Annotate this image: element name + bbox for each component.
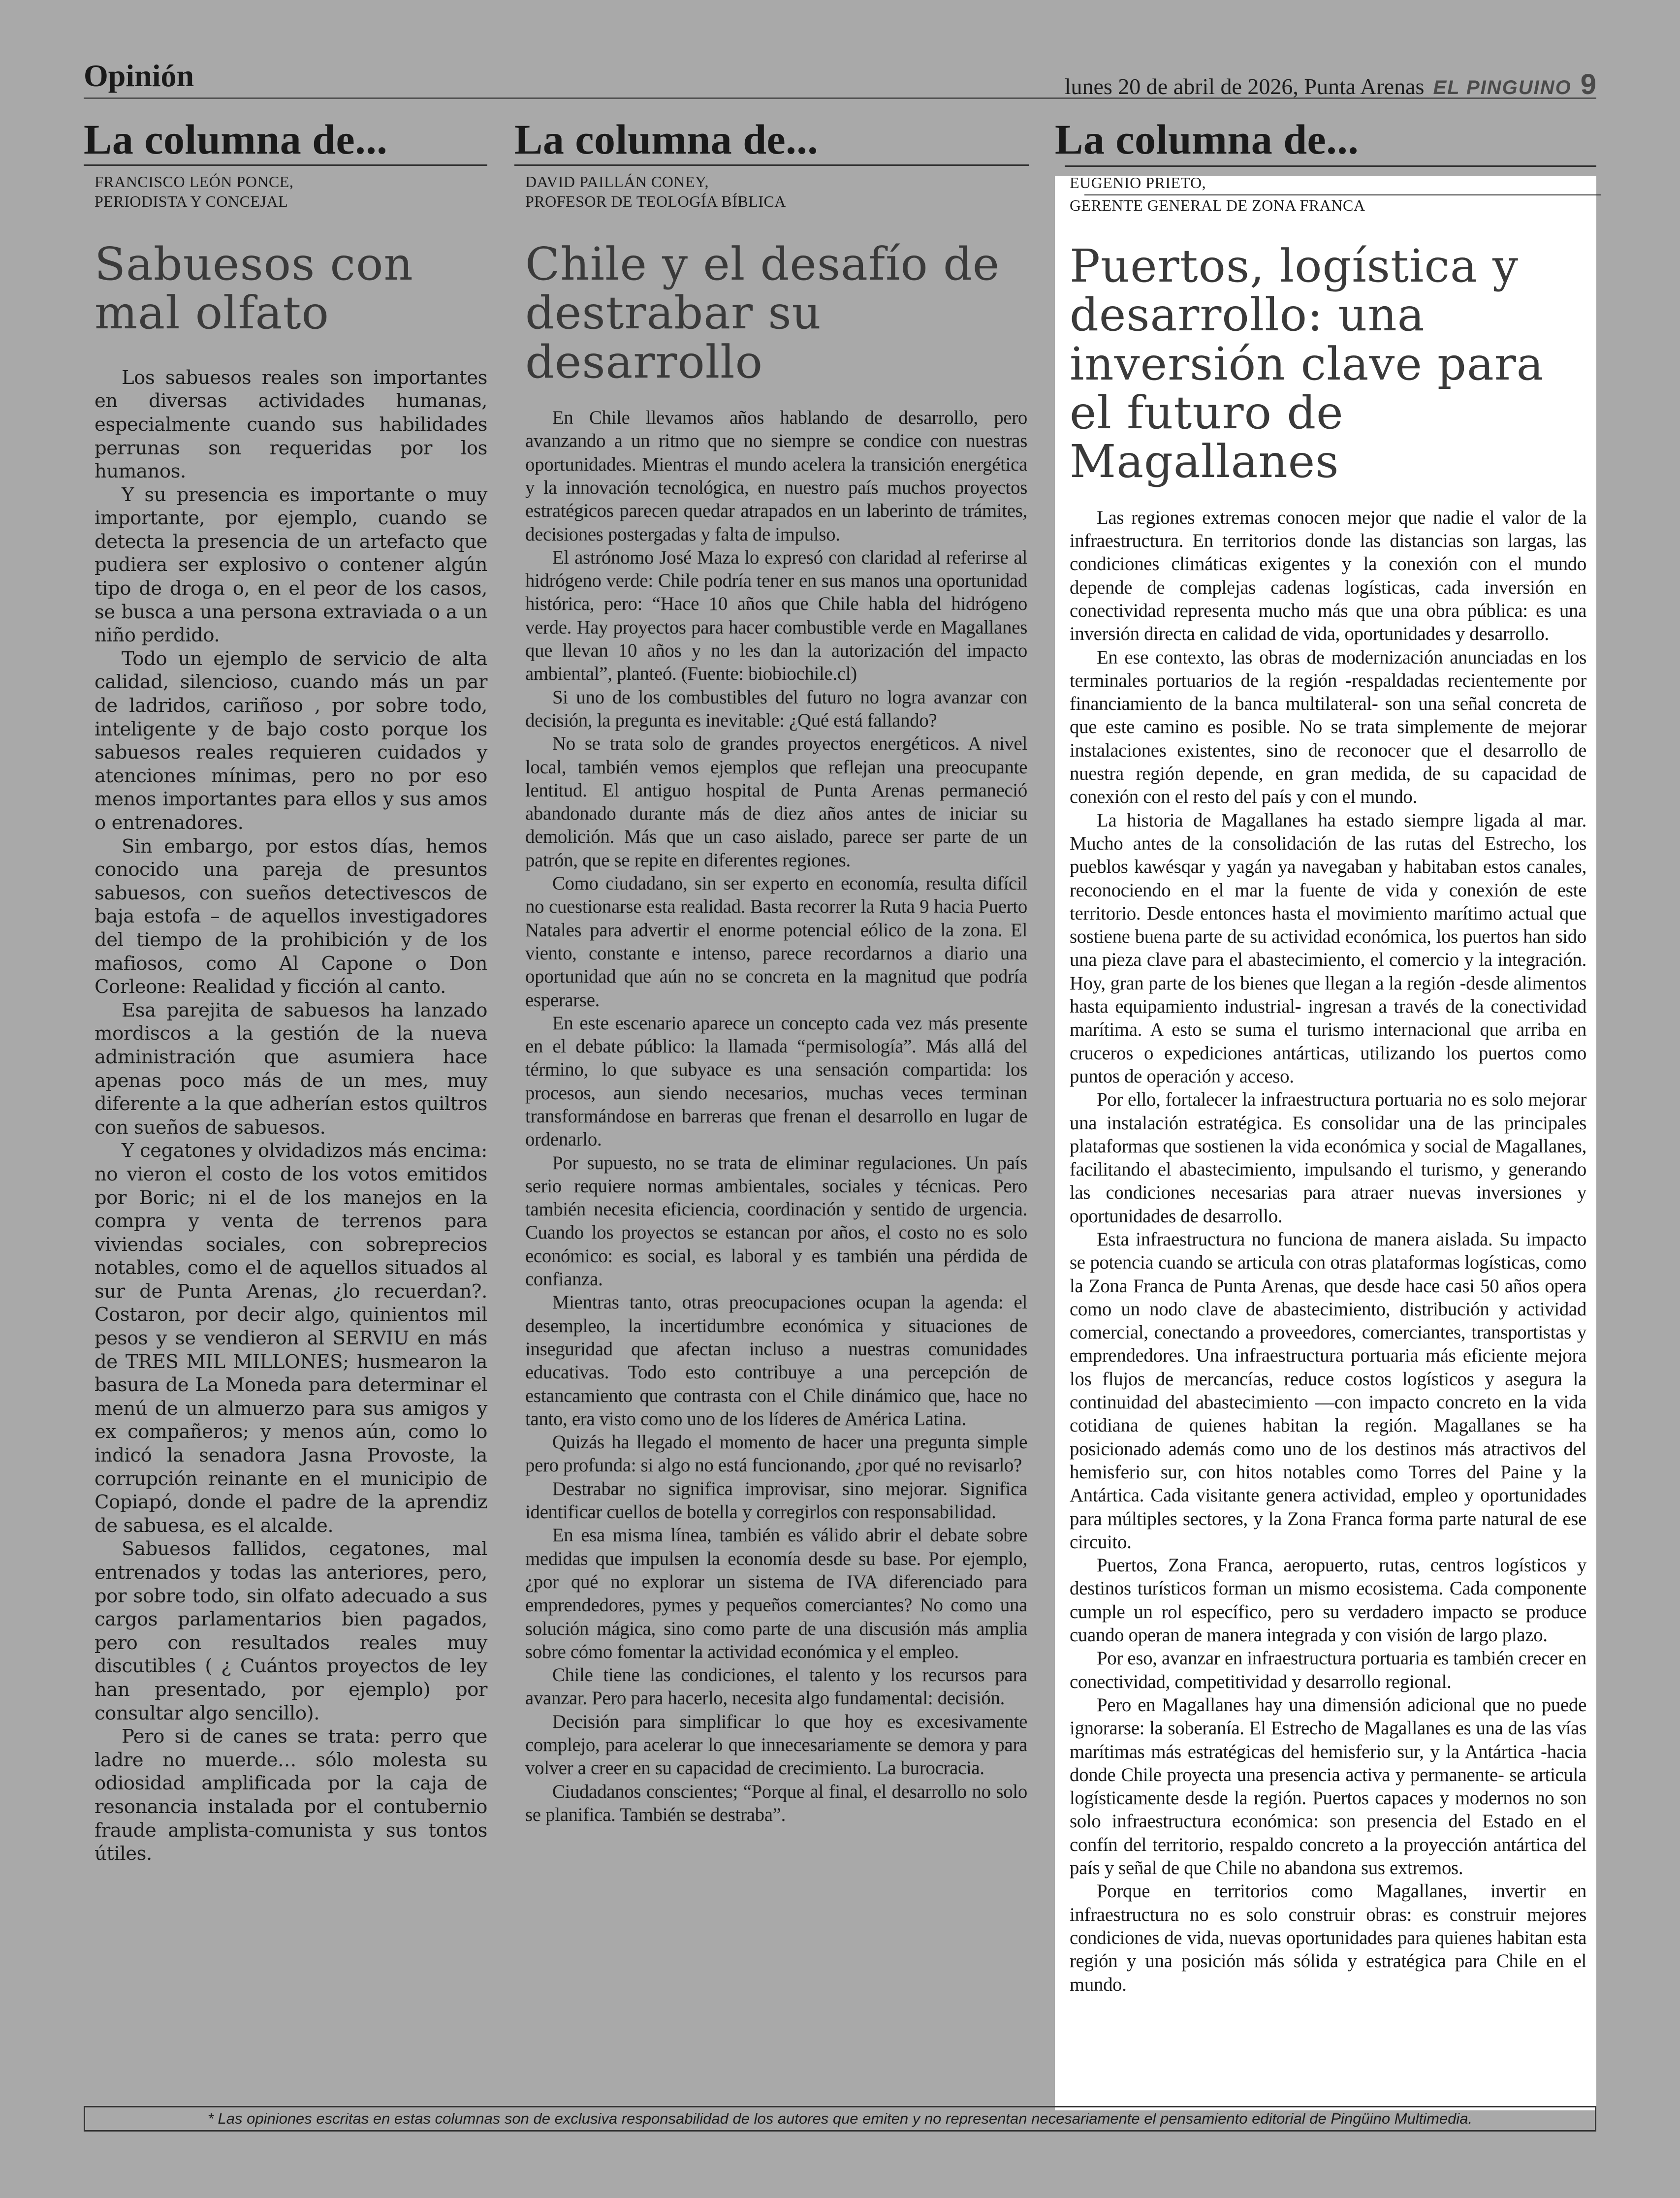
article-paragraph: Esta infraestructura no funciona de manera aislada. Su impacto se potencia cuando se articula con otras plataformas logísticas, como la Zona Franca de Punta Arenas, que desde hace casi 50 años opera como un nodo clave de abastecimiento, distribución y actividad comercial, conectando a proveedores, comerciantes, transportistas y emprendedores. Una infraestructura portuaria más eficiente mejora los flujos de mercancías, reduce costos logísticos y asegura la continuidad del abastecimiento —con impacto concreto en la vida cotidiana de quienes habitan la región. Magallanes se ha posicionado además como uno de los destinos más atractivos del hemisferio sur, con hitos notables como Torres del Paine y la Antártica. Cada visitante genera actividad, empleo y oportunidades para múltiples sectores, y la Zona Franca forma parte natural de ese circuito. [1070, 1229, 1586, 1553]
article-paragraph: Todo un ejemplo de servicio de alta calidad, silencioso, cuando más un par de ladridos, cariñoso , por sobre todo, inteligente y de bajo costo porque los sabuesos reales requieren cuidados y atenciones mínimas, pero no por eso menos importantes para ellos y sus amos o entrenadores. [95, 647, 487, 834]
article-paragraph: En Chile llevamos años hablando de desarrollo, pero avanzando a un ritmo que no siempre se condice con nuestras oportunidades. Mientras el mundo acelera la transición energética y la innovación tecnológica, en nuestro país muchos proyectos estratégicos parecen quedar atrapados en un laberinto de trámites, decisiones postergadas y falta de impulso. [525, 407, 1027, 545]
author-role: PROFESOR DE TEOLOGÍA BÍBLICA [525, 192, 786, 210]
article-paragraph: Si uno de los combustibles del futuro no logra avanzar con decisión, la pregunta es inevitable: ¿Qué está fallando? [525, 686, 1027, 731]
column-kicker: La columna de... [514, 118, 1029, 166]
article-headline: Chile y el desafío de destrabar su desarrollo [525, 238, 1000, 388]
opinion-column-3 [1055, 118, 1596, 1996]
column-kicker: La columna de... [84, 118, 487, 166]
article-paragraph: Decisión para simplificar lo que hoy es excesivamente complejo, para acelerar lo que innecesariamente se demora y para volver a creer en su capacidad de crecimiento. La burocracia. [525, 1711, 1027, 1779]
author-name: FRANCISCO LEÓN PONCE, [95, 173, 294, 191]
article-paragraph: Porque en territorios como Magallanes, invertir en infraestructura no es solo construir obras: es construir mejores condiciones de vida, nuevas oportunidades para quienes habitan esta región y una posición más sólida y estratégica para Chile en el mundo. [1070, 1880, 1586, 1995]
column-kicker: La columna de... [1055, 116, 1359, 163]
article-paragraph: En ese contexto, las obras de modernización anunciadas en los terminales portuarios de la región -respaldadas recientemente por financiamiento de la banca multilateral- son una señal concreta de que este camino es posible. No se trata simplemente de mejorar instalaciones existentes, sino de reconocer que el desarrollo de nuestra región depende, en gran medida, de su capacidad de conexión con el resto del país y con el mundo. [1070, 646, 1586, 808]
article-paragraph: Como ciudadano, sin ser experto en economía, resulta difícil no cuestionarse esta realidad. Basta recorrer la Ruta 9 hacia Puerto Natales para advertir el enorme potencial eólico de la zona. El viento, constante e intenso, parece recordarnos a diario una oportunidad que aún no se concreta en la magnitud que podría esperarse. [525, 873, 1027, 1011]
author-name: EUGENIO PRIETO, [1070, 174, 1206, 191]
article-paragraph: Ciudadanos conscientes; “Porque al final, el desarrollo no solo se planifica. También se destraba”. [525, 1781, 1027, 1825]
article-paragraph: Sin embargo, por estos días, hemos conocido una pareja de presuntos sabuesos, con sueños detectivescos de baja estofa – de aquellos investigadores del tiempo de la prohibición y de los mafiosos, como Al Capone o Don Corleone: Realidad y ficción al canto. [95, 835, 487, 998]
opinion-column-2 [514, 118, 1029, 1826]
article-paragraph: Chile tiene las condiciones, el talento y los recursos para avanzar. Pero para hacerlo, necesita algo fundamental: decisión. [525, 1664, 1027, 1709]
author-byline [514, 172, 1029, 211]
author-role: GERENTE GENERAL DE ZONA FRANCA [1070, 196, 1365, 214]
article-paragraph: Por supuesto, no se trata de eliminar regulaciones. Un país serio requiere normas ambientales, sociales y técnicas. Pero también necesita eficiencia, coordinación y sentido de urgencia. Cuando los proyectos se estancan por años, el costo no es solo económico: es social, es laboral y es también una pérdida de confianza. [525, 1152, 1027, 1290]
editorial-disclaimer: * Las opiniones escritas en estas columnas son de exclusiva responsabilidad de los autores que emiten y no representan necesariamente el pensamiento editorial de Pingüino Multimedia. [84, 2106, 1596, 2132]
article-paragraph: No se trata solo de grandes proyectos energéticos. A nivel local, también vemos ejemplos que reflejan una preocupante lentitud. El antiguo hospital de Punta Arenas permaneció abandonado durante más de diez años antes de iniciar su demolición. Más que un caso aislado, parece ser parte de un patrón, que se repite en diferentes regiones. [525, 733, 1027, 871]
article-paragraph: Los sabuesos reales son importantes en diversas actividades humanas, especialmente cuando sus habilidades perrunas son requeridas por los humanos. [95, 366, 487, 483]
article-paragraph: Y su presencia es importante o muy importante, por ejemplo, cuando se detecta la presencia de un artefacto que pudiera ser explosivo o contener algún tipo de droga o, en el peor de los casos, se busca a una persona extraviada o a un niño perdido. [95, 483, 487, 647]
kicker-divider [1065, 165, 1596, 167]
article-paragraph: Por ello, fortalecer la infraestructura portuaria no es solo mejorar una instalación estratégica. Es consolidar una de las principales plataformas que sostienen la vida económica y social de Magallanes, facilitando el abastecimiento, impulsando el turismo, y generando las condiciones necesarias para atraer nuevas inversiones y oportunidades de desarrollo. [1070, 1089, 1586, 1227]
article-paragraph: Y cegatones y olvidadizos más encima: no vieron el costo de los votos emitidos por Boric; ni el de los manejos en la compra y venta de terrenos para viviendas sociales, con sobreprecios notables, como el de aquellos situados al sur de Punta Arenas, ¿lo recuerdan?. Costaron, por decir algo, quinientos mil pesos y se vendieron al SERVIU en más de TRES MIL MILLONES; husmearon la basura de La Moneda para determinar el menú de un almuerzo para sus amigos y ex compañeros; y menos aún, como lo indicó la senadora Jasna Provoste, la corrupción reinante en el municipio de Copiapó, donde el padre de la aprendiz de sabuesa, es el alcalde. [95, 1140, 487, 1537]
page-number: 9 [1580, 68, 1596, 100]
issue-date: lunes 20 de abril de 2026, Punta Arenas [1064, 74, 1425, 99]
article-headline: Puertos, logística y desarrollo: una inversión clave para el futuro de Magallanes [1070, 240, 1544, 488]
page-header-info [1064, 68, 1596, 100]
article-paragraph: La historia de Magallanes ha estado siempre ligada al mar. Mucho antes de la consolidación de las rutas del Estrecho, los pueblos kawésqar y yagán ya navegaban y habitaban estos canales, reconociendo en el mar la fuente de vida y conexión de este territorio. Desde entonces hasta el movimiento marítimo actual que sostiene buena parte de su actividad económica, los puertos han sido una pieza clave para el abastecimiento, el comercio y la integración. Hoy, gran parte de los bienes que llegan a la región -desde alimentos hasta equipamiento industrial- ingresan a través de la conectividad marítima. A esto se suma el turismo internacional que arriba en cruceros o expediciones antárticas, utilizando los puertos como puntos de operación y acceso. [1070, 809, 1586, 1087]
article-paragraph: Pero si de canes se trata: perro que ladre no muerde… sólo molesta su odiosidad amplificada por la caja de resonancia instalada por el contubernio fraude amplista-comunista y sus tontos útiles. [95, 1725, 487, 1865]
author-byline [84, 172, 487, 211]
article-paragraph: En este escenario aparece un concepto cada vez más presente en el debate público: la llamada “permisología”. Más allá del término, lo que subyace es una sensación compartida: los procesos, aun siendo necesarios, muchas veces terminan transformándose en barreras que frenan el desarrollo en lugar de ordenarlo. [525, 1012, 1027, 1150]
article-paragraph: El astrónomo José Maza lo expresó con claridad al referirse al hidrógeno verde: Chile podría tener en sus manos una oportunidad histórica, pero: “Hace 10 años que Chile habla del hidrógeno verde. Hay proyectos para hacer combustible verde en Magallanes que llevan 10 años y no les dan la autorización del impacto ambiental”, planteó. (Fuente: biobiochile.cl) [525, 546, 1027, 685]
article-paragraph: Por eso, avanzar en infraestructura portuaria es también crecer en conectividad, competitividad y desarrollo regional. [1070, 1648, 1586, 1692]
section-title: Opinión [84, 58, 194, 93]
article-body [84, 366, 487, 1866]
article-paragraph: Mientras tanto, otras preocupaciones ocupan la agenda: el desempleo, la incertidumbre económica y situaciones de inseguridad que afectan incluso a nuestras comunidades educativas. Todo esto contribuye a una percepción de estancamiento que contrasta con el Chile dinámico que, hace no tanto, era visto como uno de los líderes de América Latina. [525, 1292, 1027, 1430]
article-paragraph: Pero en Magallanes hay una dimensión adicional que no puede ignorarse: la soberanía. El Estrecho de Magallanes es una de las vías marítimas más estratégicas del hemisferio sur, y la Antártica -hacia donde Chile proyecta una presencia activa y permanente- se articula logísticamente desde la región. Puertos capaces y modernos no son solo infraestructura económica: son presencia del Estado en el confín del territorio, respaldo concreto a la proyección antártica del país y señal de que Chile no abandona sus extremos. [1070, 1694, 1586, 1879]
opinion-column-1 [84, 118, 487, 1866]
article-paragraph: Destrabar no significa improvisar, sino mejorar. Significa identificar cuellos de botella y corregirlos con responsabilidad. [525, 1478, 1027, 1523]
article-paragraph: Sabuesos fallidos, cegatones, mal entrenados y todas las anteriores, pero, por sobre todo, sin olfato adecuado a sus cargos parlamentarios bien pagados, pero con resultados reales muy discutibles ( ¿ Cuántos proyectos de ley han presentado, por ejemplo) por consultar algo sencillo). [95, 1538, 487, 1724]
article-paragraph: Puertos, Zona Franca, aeropuerto, rutas, centros logísticos y destinos turísticos forman un mismo ecosistema. Cada componente cumple un rol específico, pero su verdadero impacto se produce cuando operan de manera integrada y con visión de largo plazo. [1070, 1555, 1586, 1646]
article-paragraph: Las regiones extremas conocen mejor que nadie el valor de la infraestructura. En territorios donde las distancias son largas, las condiciones climáticas exigentes y la conexión con el mundo depende de complejas cadenas logísticas, cada inversión en conectividad representa mucho más que una obra pública: es una inversión directa en calidad de vida, oportunidades y desarrollo. [1070, 507, 1586, 645]
author-role: PERIODISTA Y CONCEJAL [95, 192, 288, 210]
article-body [514, 406, 1027, 1826]
article-paragraph: En esa misma línea, también es válido abrir el debate sobre medidas que impulsen la economía desde su base. Por ejemplo, ¿por qué no explorar un sistema de IVA diferenciado para emprendedores, pymes y pequeños comerciantes? No como una solución mágica, sino como parte de una discusión más amplia sobre cómo fomentar la actividad económica y el empleo. [525, 1525, 1027, 1662]
header-divider [84, 97, 1596, 99]
article-paragraph: Quizás ha llegado el momento de hacer una pregunta simple pero profunda: si algo no está funcionando, ¿por qué no revisarlo? [525, 1432, 1027, 1476]
article-body [1055, 506, 1586, 1996]
author-name: DAVID PAILLÁN CONEY, [525, 173, 709, 191]
newspaper-logo: EL PINGUINO [1433, 77, 1572, 98]
article-headline: Sabuesos con mal olfato [95, 238, 413, 340]
article-paragraph: Esa parejita de sabuesos ha lanzado mordiscos a la gestión de la nueva administración que asumiera hace apenas poco más de un mes, muy diferente a la que adherían estos quiltros con sueños de sabuesos. [95, 999, 487, 1139]
author-byline [1055, 173, 1596, 215]
